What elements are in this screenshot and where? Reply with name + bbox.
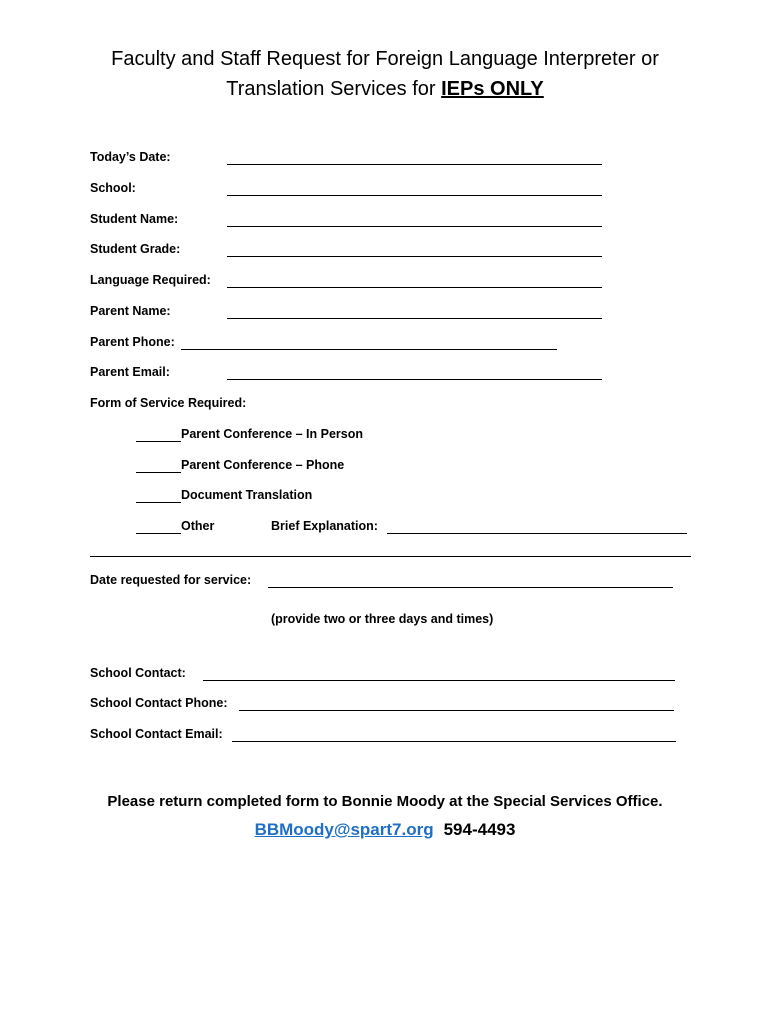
parent-name-field[interactable]: [227, 318, 602, 319]
parent-email-field[interactable]: [227, 379, 602, 380]
return-instruction: Please return completed form to Bonnie Moody at the Special Services Office.: [107, 793, 663, 810]
language-required-label: Language Required:: [90, 273, 211, 287]
option-other-label: Other: [181, 519, 215, 533]
student-name-field[interactable]: [227, 226, 602, 227]
parent-phone-field[interactable]: [181, 349, 557, 350]
brief-explanation-label: Brief Explanation:: [271, 519, 378, 533]
date-requested-label: Date requested for service:: [90, 573, 252, 587]
parent-name-label: Parent Name:: [90, 304, 171, 318]
title-line-2-prefix: Translation Services for: [226, 78, 442, 100]
student-grade-field[interactable]: [227, 256, 602, 257]
page-title: [0, 44, 770, 104]
school-contact-phone-label: School Contact Phone:: [90, 696, 228, 710]
date-requested-field[interactable]: [268, 587, 673, 588]
student-grade-label: Student Grade:: [90, 242, 181, 256]
email-link[interactable]: BBMoody@spart7.org: [254, 820, 434, 839]
option-document-label: Document Translation: [181, 488, 313, 502]
brief-explanation-field[interactable]: [387, 533, 687, 534]
option-document-blank[interactable]: [136, 502, 181, 503]
school-contact-label: School Contact:: [90, 666, 186, 680]
contact-phone: 594-4493: [443, 820, 516, 839]
school-contact-email-label: School Contact Email:: [90, 727, 223, 741]
todays-date-field[interactable]: [227, 164, 602, 165]
parent-email-label: Parent Email:: [90, 365, 170, 379]
option-phone-label: Parent Conference – Phone: [181, 458, 345, 472]
service-heading: Form of Service Required:: [90, 396, 247, 410]
todays-date-label: Today’s Date:: [90, 150, 171, 164]
explanation-continuation-field[interactable]: [90, 556, 691, 557]
school-field[interactable]: [227, 195, 602, 196]
title-line-1: Faculty and Staff Request for Foreign Language Interpreter or: [111, 48, 659, 70]
contact-line: [0, 820, 770, 840]
parent-phone-label: Parent Phone:: [90, 335, 175, 349]
title-line-2: [0, 74, 770, 104]
school-contact-phone-field[interactable]: [239, 710, 674, 711]
title-emphasis: IEPs ONLY: [441, 78, 544, 100]
school-label: School:: [90, 181, 136, 195]
school-contact-email-field[interactable]: [232, 741, 676, 742]
student-name-label: Student Name:: [90, 212, 179, 226]
option-other-blank[interactable]: [136, 533, 181, 534]
school-contact-field[interactable]: [203, 680, 675, 681]
option-in-person-label: Parent Conference – In Person: [181, 427, 364, 441]
language-required-field[interactable]: [227, 287, 602, 288]
days-note: (provide two or three days and times): [271, 612, 494, 626]
option-phone-blank[interactable]: [136, 472, 181, 473]
option-in-person-blank[interactable]: [136, 441, 181, 442]
